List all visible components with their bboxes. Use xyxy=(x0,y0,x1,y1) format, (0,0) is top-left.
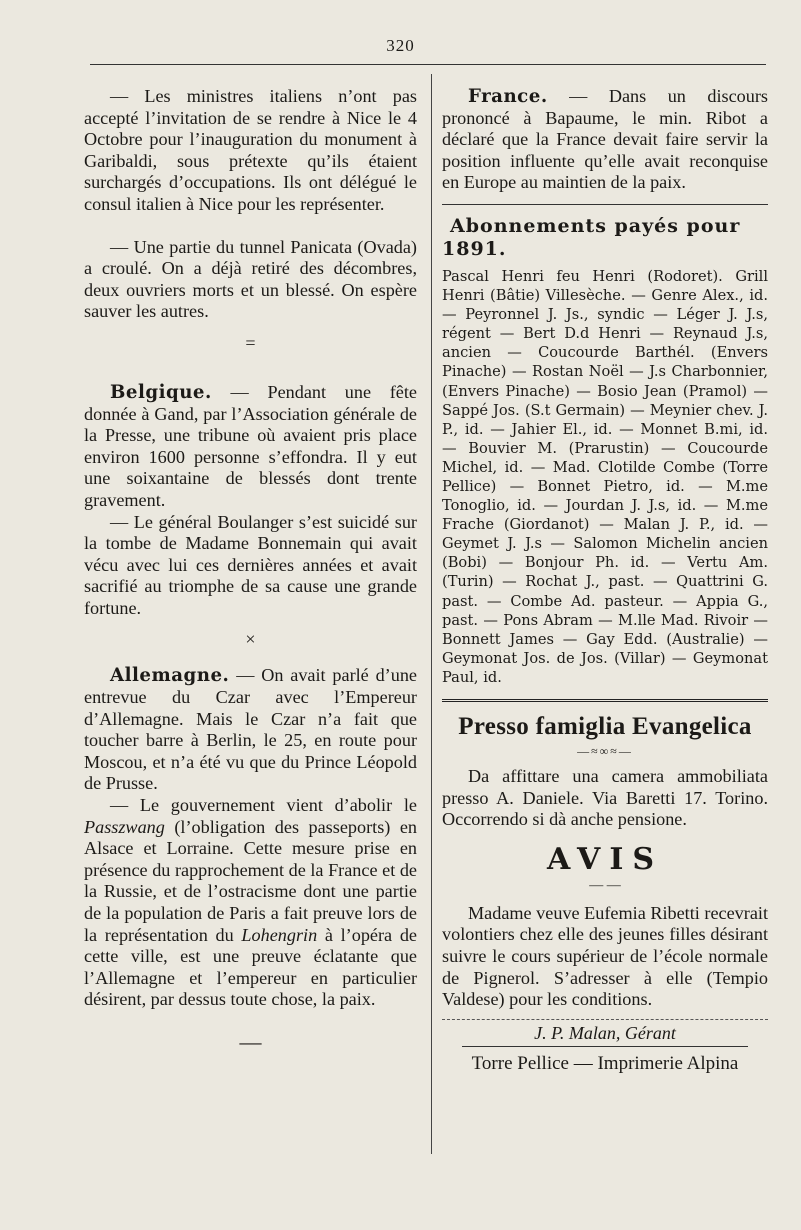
text-france: — Dans un discours prononcé à Bapaume, le min. Ribot a déclaré que la France devait faire servir la position influente qu’elle avait reconquise en Europe au maintien de la paix. xyxy=(442,86,768,193)
heading-abonnements: Abonnements payés pour 1891. xyxy=(442,214,741,260)
section-rule-thick xyxy=(442,699,768,702)
italic-passzwang: Passzwang xyxy=(84,816,165,837)
wavy-rule xyxy=(442,1019,768,1020)
paragraph-france xyxy=(442,86,768,194)
avis-dash: — — xyxy=(589,877,621,893)
paragraph-tunnel: — Une partie du tunnel Panicata (Ovada) a croulé. On a déjà retiré des décombres, deux ouvriers morts et un blessé. On espère sauver les autres. xyxy=(84,236,417,322)
text-allemagne: — On avait parlé d’une entrevue du Czar avec l’Empereur d’Allemagne. Mais le Czar n’a fait que toucher barre à Berlin, le 25, en route pour Moscou, et n’a été vu que du Prince Léopold de Prusse. xyxy=(84,665,417,794)
ornament: —≈∞≈— xyxy=(577,744,633,759)
heading-avis: AVIS xyxy=(546,841,664,877)
italic-lohengrin: Lohengrin xyxy=(241,924,318,945)
footer-imprint: Torre Pellice — Imprimerie Alpina xyxy=(471,1052,739,1074)
heading-belgique: Belgique. xyxy=(110,381,212,403)
separator-cross: × xyxy=(245,629,256,650)
top-rule xyxy=(90,64,766,65)
heading-france: France. xyxy=(468,86,548,107)
heading-presso: Presso famiglia Evangelica xyxy=(458,713,752,741)
list-abonnements: Pascal Henri feu Henri (Rodoret). Grill Henri (Bâtie) Villesèche. — Genre Alex., id. — Peyronnel J. Js., syndic — Léger J. J.s, régent — Bert D.d Henri — Reynaud J.s, ancien — Coucourde Barthél. (Envers Pinache) — Rostan Noël — J.s Charbonnier, (Envers Pinache) — Bosio Jean (Pramol) — Sappé Jos. (S.t Germain) — Meynier chev. J. P., id. — Jahier El., id. — Monnet B.mi, id. — Bouvier M. (Prarustin) — Coucourde Michel, id. — Mad. Clotilde Combe (Torre Pellice) — Bonnet Pietro, id. — M.me Tonoglio, id. — Jourdan J. J.s, id. — M.me Frache (Giordanot) — Malan J. P., id. — Geymet J. J.s — Salomon Michelin ancien (Bobi) — Bonjour Ph. id. — Vertu Am. (Turin) — Rochat J., past. — Quattrini G. past. — Combe Ad. pasteur. — Appia G., past. — Pons Abram — M.lle Mad. Rivoir — Bonnett James — Gay Edd. (Australie) — Geymonat Jos. de Jos. (Villar) — Geymonat Paul, id. xyxy=(442,267,768,686)
section-rule xyxy=(442,204,768,205)
heading-allemagne: Allemagne. xyxy=(110,665,230,687)
paragraph-passzwang: — Le gouvernement vient d’abolir le Passzwang (l’obligation des passeports) en Alsace et Lorraine. Cette mesure prise en présence du rapprochement de la France et de la Russie, et de l’ostracisme dont une partie de la population de Paris a fait preuve lors de la représentation du Lohengrin à l’opéra de cette ville, est une preuve éclatante que l’Allemagne et l’empereur en particulier désirent, par dessus toute chose, la paix. xyxy=(84,795,417,1010)
end-mark: — xyxy=(239,1028,262,1054)
separator-equals: = xyxy=(245,332,256,353)
column-divider xyxy=(431,74,432,1154)
paragraph-belgique xyxy=(84,382,417,512)
right-column xyxy=(442,86,768,1075)
text-belgique: — Pendant une fête donnée à Gand, par l’Association générale de la Presse, une tribune où avaient pris place environ 1600 personne s’effondra. Il y eut une soixantaine de blessés dont trente gravement. xyxy=(84,381,417,510)
paragraph-avis: Madame veuve Eufemia Ribetti recevrait volontiers chez elle des jeunes filles désirant suivre le cours supérieur de l’école normale de Pignerol. S’adresser à elle (Tempio Valdese) pour les conditions. xyxy=(442,902,768,1010)
signature-rule xyxy=(462,1046,748,1047)
paragraph-boulanger: — Le général Boulanger s’est suicidé sur la tombe de Madame Bonnemain qui avait vécu avec lui ces dernières années et avait sacrifié au triomphe de sa cause une grande fortune. xyxy=(84,511,417,618)
signature-gerant: J. P. Malan, Gérant xyxy=(534,1022,676,1043)
left-column xyxy=(84,86,417,1055)
paragraph-ministres: — Les ministres italiens n’ont pas accepté l’invitation de se rendre à Nice le 4 Octobre pour l’inauguration du monument à Garibaldi, sous prétexte qu’ils étaient surchargés d’occupations. Ils ont délégué le consul italien à Nice pour les représenter. xyxy=(84,86,417,214)
paragraph-presso: Da affittare una camera ammobiliata presso A. Daniele. Via Baretti 17. Torino. Occorrendo si dà anche pensione. xyxy=(442,766,768,830)
page-number: 320 xyxy=(386,36,415,55)
paragraph-allemagne xyxy=(84,665,417,795)
